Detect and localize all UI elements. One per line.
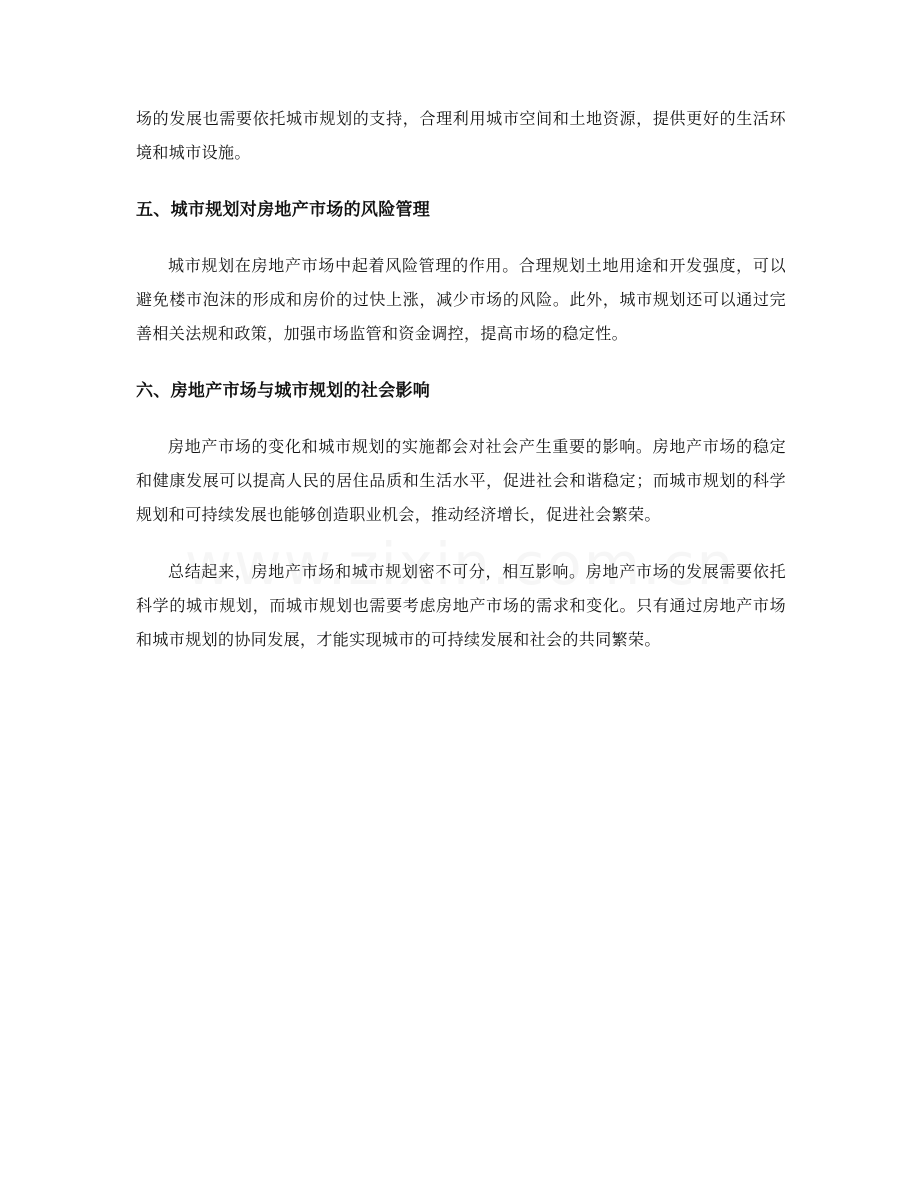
spacer bbox=[136, 170, 786, 193]
section-6-paragraph: 房地产市场的变化和城市规划的实施都会对社会产生重要的影响。房地产市场的稳定和健康发展可以提高人民的居住品质和生活水平，促进社会和谐稳定；而城市规划的科学规划和可持续发展也能够创造职业机会，推动经济增长，促进社会繁荣。 bbox=[136, 437, 786, 524]
conclusion-paragraph: 总结起来，房地产市场和城市规划密不可分，相互影响。房地产市场的发展需要依托科学的城市规划，而城市规划也需要考虑房地产市场的需求和变化。只有通过房地产市场和城市规划的协同发展，才能实现城市的可持续发展和社会的共同繁荣。 bbox=[136, 562, 786, 649]
intro-paragraph: 场的发展也需要依托城市规划的支持，合理利用城市空间和土地资源，提供更好的生活环境和城市设施。 bbox=[136, 109, 786, 162]
spacer bbox=[136, 408, 786, 430]
section-6-heading: 六、房地产市场与城市规划的社会影响 bbox=[136, 381, 431, 401]
section-5-paragraph: 城市规划在房地产市场中起着风险管理的作用。合理规划土地用途和开发强度，可以避免楼市泡沫的形成和房价的过快上涨，减少市场的风险。此外，城市规划还可以通过完善相关法规和政策，加强市场监管和资金调控，提高市场的稳定性。 bbox=[136, 256, 786, 343]
section-5-heading: 五、城市规划对房地产市场的风险管理 bbox=[136, 200, 431, 220]
spacer bbox=[136, 227, 786, 249]
spacer bbox=[136, 532, 786, 555]
document-body bbox=[136, 102, 786, 657]
spacer bbox=[136, 351, 786, 374]
